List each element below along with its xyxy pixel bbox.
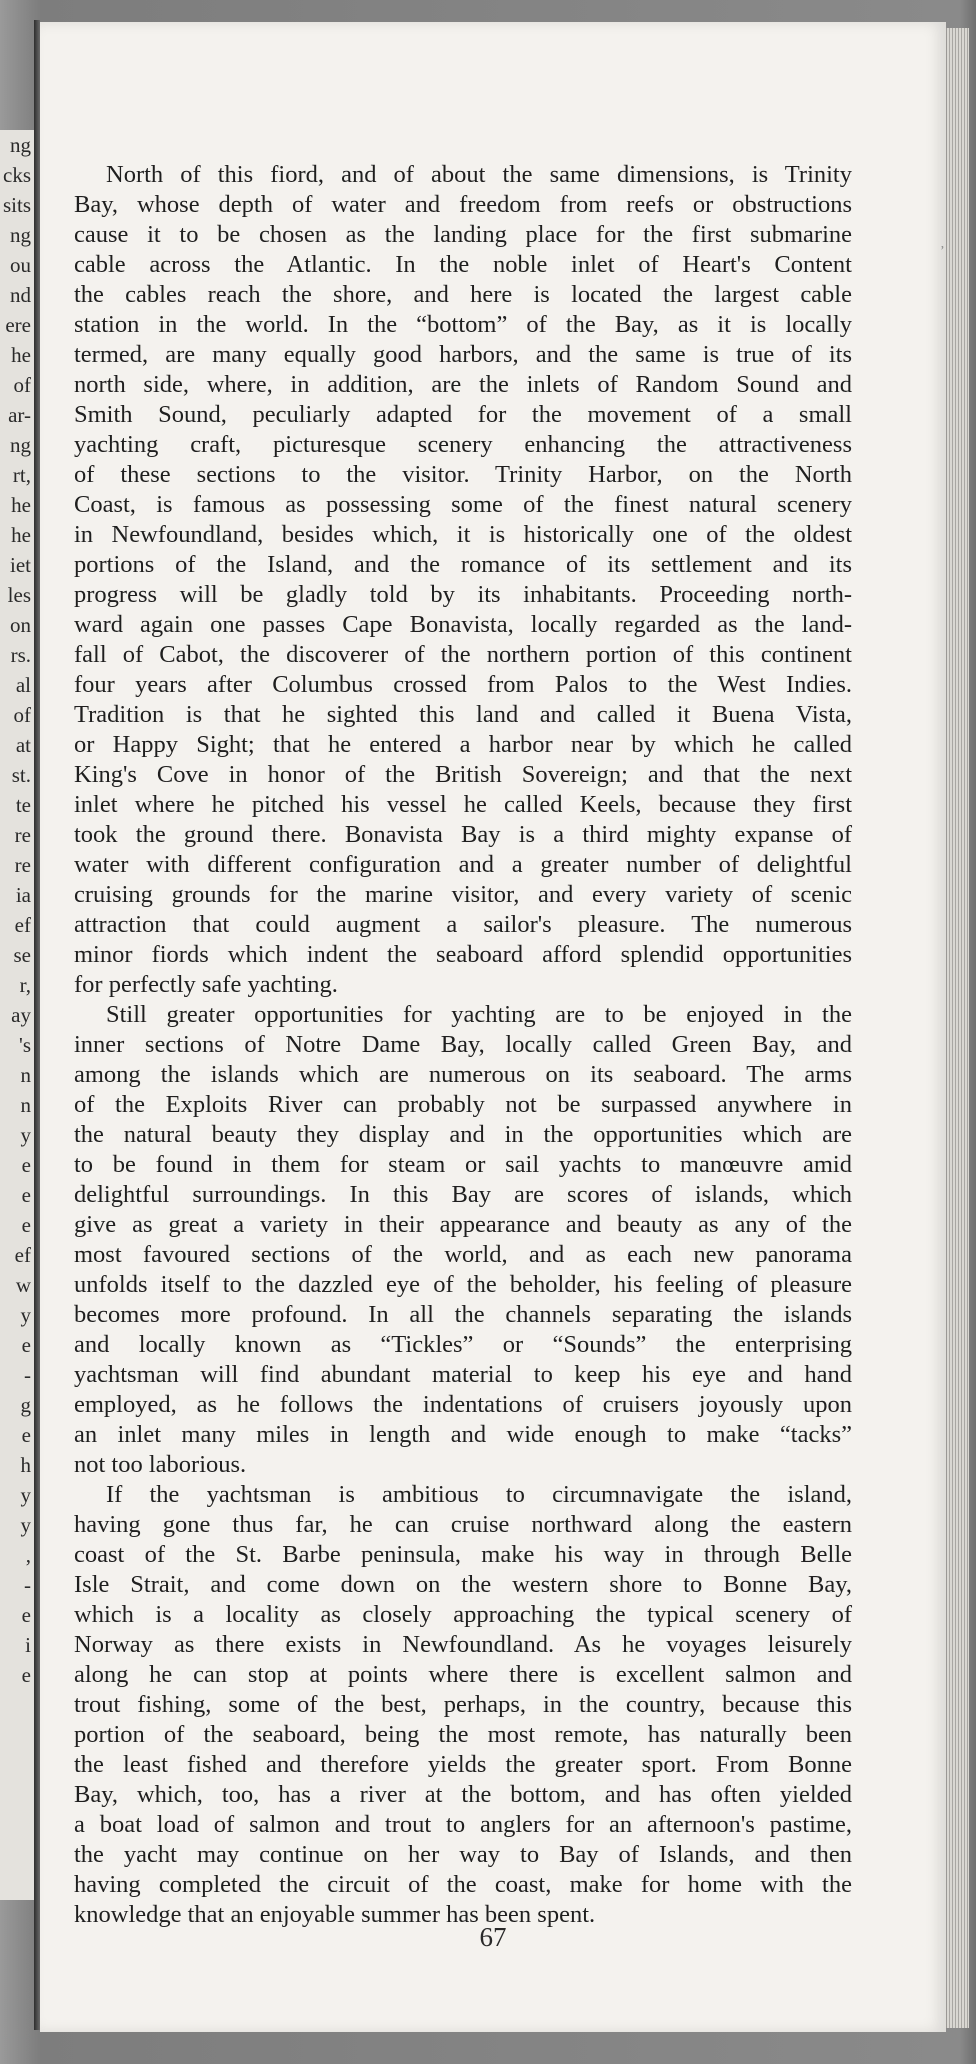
facing-page-fragment: se [13,943,31,967]
facing-page-fragment: of [13,703,31,727]
facing-page-fragment: ng [10,223,31,247]
text-line: termed, are many equally good harbors, and the same is true of its [74,341,852,368]
text-line: station in the world. In the “bottom” of the Bay, as it is locally [74,311,852,338]
text-line: Isle Strait, and come down on the western shore to Bonne Bay, [74,1571,852,1598]
text-line: Still greater opportunities for yachting are to be enjoyed in the [106,1001,852,1028]
facing-page-fragment: , [25,1543,31,1567]
facing-page-edge [0,130,37,1900]
facing-page-fragment: ar- [8,403,31,427]
stacked-page-edges [946,28,969,2028]
body-text [74,160,852,1930]
paragraph [74,160,852,1000]
text-line: in Newfoundland, besides which, it is historically one of the oldest [74,521,852,548]
text-line: and locally known as “Tickles” or “Sounds” the enterprising [74,1331,852,1358]
text-line: becomes more profound. In all the channels separating the islands [74,1301,852,1328]
text-line: ward again one passes Cape Bonavista, locally regarded as the land- [74,611,852,638]
facing-page-fragment: n [20,1093,31,1117]
page-number: 67 [479,1922,507,1952]
facing-page-fragment: ere [5,313,31,337]
facing-page-fragment: r, [19,973,31,997]
facing-page-fragment: ou [10,253,31,277]
text-line: unfolds itself to the dazzled eye of the beholder, his feeling of pleasure [74,1271,852,1298]
facing-page-fragment: nd [10,283,31,307]
facing-page-fragment: st. [11,763,31,787]
facing-page-fragment: e [21,1213,31,1237]
text-line: knowledge that an enjoyable summer has been spent. [74,1901,596,1928]
text-line: employed, as he follows the indentations of cruisers joyously upon [74,1391,852,1418]
text-line: attraction that could augment a sailor's pleasure. The numerous [74,911,852,938]
text-line: the yacht may continue on her way to Bay of Islands, and then [74,1841,852,1868]
text-line: the cables reach the shore, and here is located the largest cable [74,281,852,308]
facing-page-fragment: ng [10,133,31,157]
text-line: portion of the seaboard, being the most remote, has naturally been [74,1721,852,1748]
text-line: north side, where, in addition, are the inlets of Random Sound and [74,371,852,398]
text-line: among the islands which are numerous on its seaboard. The arms [74,1061,852,1088]
text-line: water with different configuration and a greater number of delightful [74,851,852,878]
facing-page-fragment: ng [10,433,31,457]
facing-page-fragment: re [14,853,31,877]
text-line: of the Exploits River can probably not be surpassed anywhere in [74,1091,852,1118]
text-line: of these sections to the visitor. Trinity Harbor, on the North [74,461,852,488]
facing-page-fragment: sits [2,193,31,217]
text-line: four years after Columbus crossed from Palos to the West Indies. [74,671,852,698]
text-line: King's Cove in honor of the British Sovereign; and that the next [74,761,852,788]
facing-page-fragment: he [11,493,31,517]
text-line: coast of the St. Barbe peninsula, make his way in through Belle [74,1541,852,1568]
book-page [40,22,946,2032]
text-line: trout fishing, some of the best, perhaps, in the country, because this [74,1691,852,1718]
facing-page-fragment: e [21,1333,31,1357]
facing-page-fragment: rt, [12,463,31,487]
text-line: having gone thus far, he can cruise northward along the eastern [74,1511,852,1538]
paragraph [74,1480,852,1930]
text-line: portions of the Island, and the romance of its settlement and its [74,551,852,578]
text-line: inlet where he pitched his vessel he called Keels, because they first [74,791,852,818]
facing-page-fragment: he [11,523,31,547]
text-line: Bay, whose depth of water and freedom from reefs or obstructions [74,191,852,218]
facing-page-fragment: n [20,1063,31,1087]
facing-page-fragment: ef [14,1243,31,1267]
facing-page-fragment: e [21,1663,31,1687]
facing-page-fragment: ef [14,913,31,937]
facing-page-fragment: e [21,1153,31,1177]
text-line: cause it to be chosen as the landing place for the first submarine [74,221,852,248]
text-line: the natural beauty they display and in the opportunities which are [74,1121,852,1148]
text-line: yachting craft, picturesque scenery enhancing the attractiveness [74,431,852,458]
facing-page-fragment: cks [3,163,31,187]
facing-page-fragment: g [20,1393,31,1417]
text-line: yachtsman will find abundant material to keep his eye and hand [74,1361,852,1388]
facing-page-fragment: re [14,823,31,847]
facing-page-fragment: h [20,1453,31,1477]
text-line: give as great a variety in their appearance and beauty as any of the [74,1211,852,1238]
facing-page-fragment: 's [19,1033,31,1057]
text-line: took the ground there. Bonavista Bay is a third mighty expanse of [74,821,852,848]
text-line: an inlet many miles in length and wide enough to make “tacks” [74,1421,852,1448]
facing-page-fragment: - [24,1573,31,1597]
facing-page-fragment: te [15,793,31,817]
facing-page-fragment: he [11,343,31,367]
facing-page-fragment: ay [11,1003,31,1027]
text-line: If the yachtsman is ambitious to circumnavigate the island, [106,1481,852,1508]
text-line: Tradition is that he sighted this land and called it Buena Vista, [74,701,852,728]
text-line: North of this fiord, and of about the same dimensions, is Trinity [106,161,852,188]
facing-page-fragment: e [21,1183,31,1207]
text-line: most favoured sections of the world, and as each new panorama [74,1241,852,1268]
facing-page-fragment: y [20,1513,31,1537]
text-line: to be found in them for steam or sail yachts to manœuvre amid [74,1151,852,1178]
text-line: Norway as there exists in Newfoundland. As he voyages leisurely [74,1631,852,1658]
facing-page-fragment: i [25,1633,31,1657]
facing-page-fragment: les [7,583,31,607]
text-line: minor fiords which indent the seaboard afford splendid opportunities [74,941,852,968]
text-line: not too laborious. [74,1451,247,1478]
text-line: progress will be gladly told by its inhabitants. Proceeding north- [74,581,852,608]
facing-page-fragment: rs. [10,643,31,667]
facing-page-fragment: on [10,613,31,637]
text-line: the least fished and therefore yields the greater sport. From Bonne [74,1751,852,1778]
facing-page-fragment: y [20,1123,31,1147]
facing-page-fragment: w [15,1273,31,1297]
text-line: Smith Sound, peculiarly adapted for the movement of a small [74,401,852,428]
text-line: cable across the Atlantic. In the noble inlet of Heart's Content [74,251,852,278]
text-line: or Happy Sight; that he entered a harbor near by which he called [74,731,852,758]
text-line: inner sections of Notre Dame Bay, locally called Green Bay, and [74,1031,852,1058]
text-line: Bay, which, too, has a river at the bottom, and has often yielded [74,1781,852,1808]
text-line: fall of Cabot, the discoverer of the northern portion of this continent [74,641,852,668]
text-line: which is a locality as closely approaching the typical scenery of [74,1601,852,1628]
text-line: having completed the circuit of the coast, make for home with the [74,1871,852,1898]
facing-page-fragment: al [15,673,31,697]
facing-page-fragment: iet [10,553,31,577]
facing-page-fragment: e [21,1603,31,1627]
facing-page-fragment: - [24,1363,31,1387]
paragraph [74,1000,852,1480]
facing-page-fragment: y [20,1483,31,1507]
text-line: for perfectly safe yachting. [74,971,338,998]
text-line: along he can stop at points where there is excellent salmon and [74,1661,852,1688]
facing-page-fragment: ia [15,883,31,907]
facing-page-fragment: y [20,1303,31,1327]
facing-page-fragment: at [15,733,31,757]
text-line: Coast, is famous as possessing some of the finest natural scenery [74,491,852,518]
text-line: a boat load of salmon and trout to anglers for an afternoon's pastime, [74,1811,852,1838]
facing-page-fragment: e [21,1423,31,1447]
margin-mark: ’ [940,244,945,259]
text-line: cruising grounds for the marine visitor, and every variety of scenic [74,881,852,908]
facing-page-fragment: of [13,373,31,397]
text-line: delightful surroundings. In this Bay are scores of islands, which [74,1181,852,1208]
